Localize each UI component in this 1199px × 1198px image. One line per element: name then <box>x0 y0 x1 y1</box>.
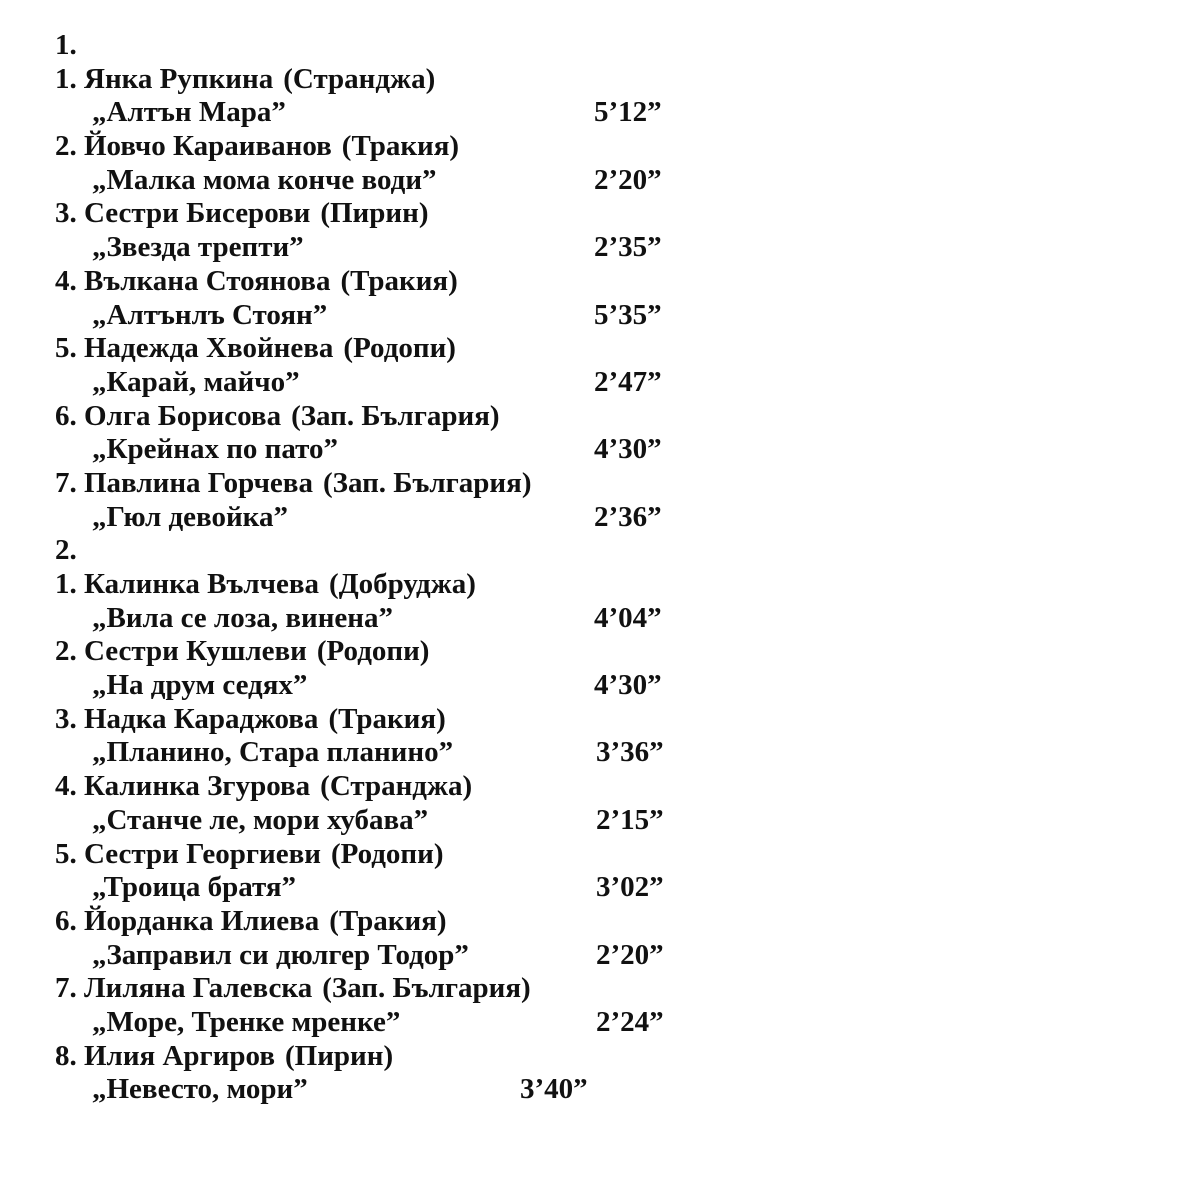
song-title: „Заправил си дюлгер Тодор” <box>92 938 469 971</box>
performer-name: Йовчо Караиванов <box>84 130 332 163</box>
performer-region: (Пирин) <box>285 1039 394 1072</box>
track-number: 7. <box>55 972 77 1005</box>
side-label <box>55 29 755 63</box>
song-title: „Гюл девойка” <box>92 500 288 533</box>
performer-name: Олга Борисова <box>84 399 282 432</box>
performer-name: Надежда Хвойнева <box>84 332 334 365</box>
song-title: „Станче ле, мори хубава” <box>92 803 429 836</box>
track-performer-line <box>55 130 755 164</box>
track-duration: 5’35” <box>594 298 662 331</box>
track-number: 7. <box>55 466 77 499</box>
performer-name: Лиляна Галевска <box>84 972 313 1005</box>
track-number: 3. <box>55 197 77 230</box>
song-title: „Малка мома конче води” <box>92 163 437 196</box>
track-number: 2. <box>55 130 77 163</box>
track-song-line <box>55 1073 755 1107</box>
song-title: „Невесто, мори” <box>92 1073 308 1106</box>
performer-name: Сестри Бисерови <box>84 197 311 230</box>
track-song-line <box>55 366 755 400</box>
track-song-line <box>55 736 755 770</box>
track-performer-line <box>55 197 755 231</box>
performer-region: (Зап. България) <box>322 972 531 1005</box>
track-number: 3. <box>55 702 77 735</box>
performer-region: (Родопи) <box>343 332 456 365</box>
performer-region: (Тракия) <box>341 130 460 163</box>
performer-name: Илия Аргиров <box>84 1039 275 1072</box>
track-song-line <box>55 871 755 905</box>
performer-name: Вълкана Стоянова <box>84 264 331 297</box>
track-song-line <box>55 299 755 333</box>
track-duration: 2’24” <box>596 1005 664 1038</box>
track-song-line <box>55 164 755 198</box>
track-performer-line <box>55 972 755 1006</box>
track-number: 2. <box>55 635 77 668</box>
track-number: 6. <box>55 399 77 432</box>
track-performer-line <box>55 703 755 737</box>
song-title: „На друм седях” <box>92 669 308 702</box>
track-duration: 2’47” <box>594 365 662 398</box>
track-performer-line <box>55 332 755 366</box>
performer-region: (Тракия) <box>328 702 446 735</box>
performer-region: (Добруджа) <box>329 568 476 600</box>
song-title: „Алтънлъ Стоян” <box>92 298 328 331</box>
performer-region: (Тракия) <box>340 264 458 297</box>
track-performer-line <box>55 838 755 872</box>
track-duration: 2’20” <box>596 938 664 971</box>
song-title: „Вила се лоза, винена” <box>92 601 394 634</box>
track-song-line <box>55 1006 755 1040</box>
performer-region: (Зап. България) <box>322 466 532 499</box>
track-song-line <box>55 96 755 130</box>
performer-name: Калинка Згурова <box>84 770 311 803</box>
track-song-line <box>55 231 755 265</box>
performer-region: (Тракия) <box>329 904 447 937</box>
performer-region: (Пирин) <box>320 197 429 230</box>
track-performer-line <box>55 400 755 434</box>
track-duration: 2’15” <box>596 803 664 836</box>
track-performer-line <box>55 63 755 97</box>
track-duration: 3’36” <box>596 736 664 769</box>
track-performer-line <box>55 1040 755 1074</box>
song-title: „Алтън Мара” <box>92 96 286 129</box>
performer-name: Надка Караджова <box>84 702 319 735</box>
track-song-line <box>55 669 755 703</box>
performer-name: Калинка Вълчева <box>84 568 320 600</box>
track-number: 4. <box>55 264 77 297</box>
performer-name: Сестри Георгиеви <box>84 837 321 870</box>
side-number: 1. <box>55 29 77 61</box>
performer-region: (Зап. България) <box>291 399 500 432</box>
track-list <box>55 29 755 1107</box>
song-title: „Троица братя” <box>92 871 297 904</box>
side-number: 2. <box>55 534 77 567</box>
track-performer-line <box>55 568 755 602</box>
song-title: „Карай, майчо” <box>92 365 300 398</box>
track-duration: 3’02” <box>596 871 664 904</box>
track-number: 1. <box>55 568 77 600</box>
track-duration: 5’12” <box>594 96 662 129</box>
track-duration: 4’04” <box>594 601 662 634</box>
side-label <box>55 534 755 568</box>
performer-region: (Странджа) <box>320 770 473 803</box>
performer-region: (Странджа) <box>283 62 436 95</box>
performer-name: Йорданка Илиева <box>84 904 320 937</box>
track-song-line <box>55 501 755 535</box>
performer-region: (Родопи) <box>316 635 430 668</box>
track-number: 1. <box>55 62 77 95</box>
song-title: „Планино, Стара планино” <box>92 736 454 769</box>
track-song-line <box>55 433 755 467</box>
track-performer-line <box>55 770 755 804</box>
track-duration: 2’20” <box>594 163 662 196</box>
track-song-line <box>55 602 755 636</box>
track-song-line <box>55 939 755 973</box>
song-title: „Море, Тренке мренке” <box>92 1005 401 1038</box>
performer-region: (Родопи) <box>330 837 444 870</box>
track-performer-line <box>55 635 755 669</box>
track-duration: 2’35” <box>594 231 662 264</box>
track-duration: 2’36” <box>594 500 662 533</box>
track-duration: 3’40” <box>520 1073 588 1106</box>
song-title: „Крейнах по пато” <box>92 433 338 466</box>
track-number: 5. <box>55 332 77 365</box>
track-number: 4. <box>55 770 77 803</box>
track-duration: 4’30” <box>594 433 662 466</box>
performer-name: Павлина Горчева <box>84 466 313 499</box>
song-title: „Звезда трепти” <box>92 231 304 264</box>
track-duration: 4’30” <box>594 669 662 702</box>
track-song-line <box>55 804 755 838</box>
track-performer-line <box>55 467 755 501</box>
track-performer-line <box>55 905 755 939</box>
track-number: 6. <box>55 904 77 937</box>
performer-name: Сестри Кушлеви <box>84 635 307 668</box>
track-number: 8. <box>55 1039 77 1072</box>
track-performer-line <box>55 265 755 299</box>
track-number: 5. <box>55 837 77 870</box>
performer-name: Янка Рупкина <box>84 62 274 95</box>
